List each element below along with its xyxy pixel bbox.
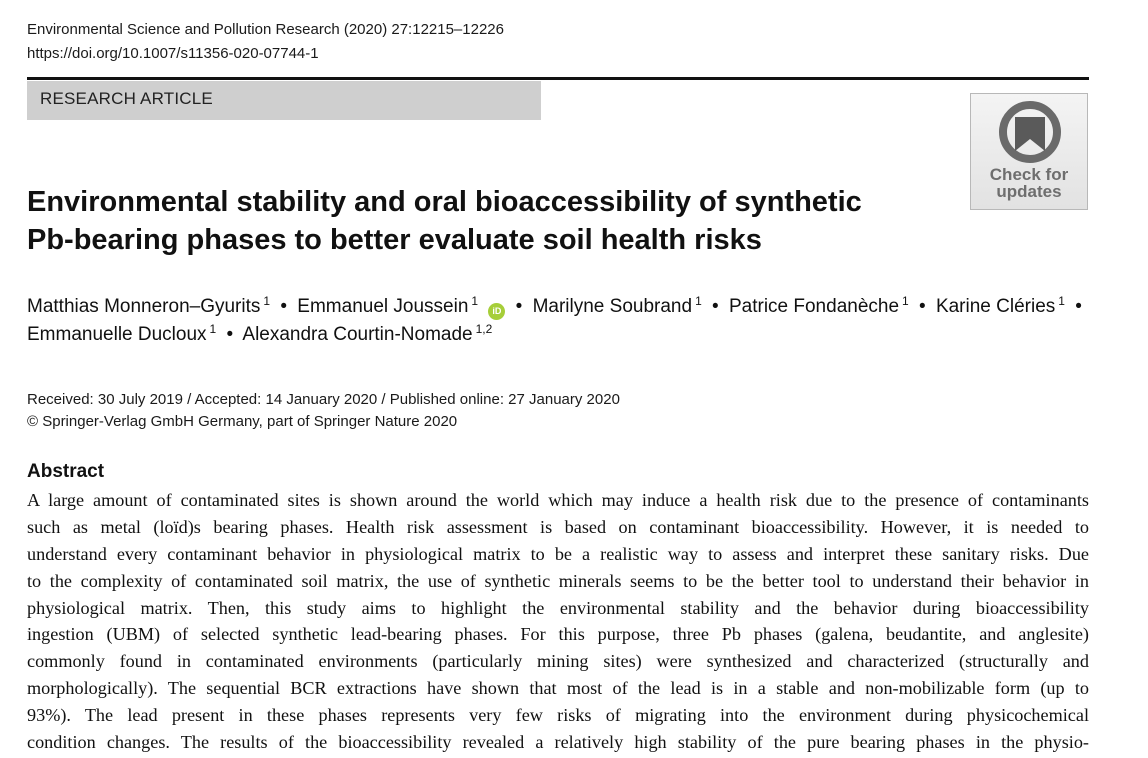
author-separator: •	[1075, 296, 1082, 317]
abstract-line: A large amount of contaminated sites is shown around the world which may induce a health risk due to the presence of contaminants	[27, 490, 1089, 510]
author-fondaneche[interactable]: Patrice Fondanèche $^1$	[728, 294, 909, 317]
title-line-1: Environmental stability and oral bioaccessibility of synthetic	[27, 186, 862, 218]
abstract-line: commonly found in contaminated environments (particularly mining sites) were synthesized and characterized (structurally and	[27, 651, 1089, 672]
author-list	[27, 293, 1097, 349]
author-separator: •	[280, 296, 288, 317]
author-joussein[interactable]: Emmanuel Joussein $^1$	[297, 294, 479, 317]
copyright-line: © Springer-Verlag GmbH Germany, part of Springer Nature 2020	[27, 413, 458, 430]
author-courtin-nomade[interactable]: Alexandra Courtin-Nomade $^{1,2}$	[242, 322, 493, 345]
abstract-line: to the complexity of contaminated soil matrix, the use of synthetic minerals seems to be the better tool to understand their behavior in	[27, 570, 1089, 591]
author-separator: •	[515, 296, 523, 317]
check-for-updates-badge[interactable]	[970, 93, 1088, 210]
abstract-line: physiological matrix. Then, this study aims to highlight the environmental stability and the behavior during bioaccessibility	[27, 597, 1089, 618]
author-ducloux[interactable]: Emmanuelle Ducloux $^1$	[27, 322, 217, 345]
title-line-2: Pb-bearing phases to better evaluate soil health risks	[27, 224, 762, 256]
orcid-icon[interactable]: iD	[488, 303, 505, 320]
article-title	[27, 183, 927, 259]
doi-link[interactable]: https://doi.org/10.1007/s11356-020-07744-1	[27, 45, 319, 62]
abstract-line: ingestion (UBM) of selected synthetic lead-bearing phases. For this purpose, three Pb phases (galena, beudantite, and anglesite)	[27, 624, 1089, 645]
abstract-line: such as metal (loïd)s bearing phases. Health risk assessment is based on contaminant bioaccessibility. However, it is needed to	[27, 516, 1089, 537]
check-for-updates-icon	[997, 99, 1063, 165]
author-line-2	[27, 321, 1097, 349]
abstract-line: 93%). The lead present in these phases represents very few risks of migrating into the environment during physicochemical	[27, 705, 1089, 726]
dates-line: Received: 30 July 2019 / Accepted: 14 January 2020 / Published online: 27 January 2020	[27, 391, 620, 408]
abstract-line: condition changes. The results of the bioaccessibility revealed a relatively high stability of the pure bearing phases in the physio-	[27, 732, 1089, 753]
author-line-1	[27, 293, 1097, 321]
check-for-updates-label	[971, 166, 1087, 200]
author-separator: •	[712, 296, 719, 317]
author-soubrand[interactable]: Marilyne Soubrand $^1$	[532, 294, 702, 317]
author-separator: •	[226, 324, 234, 345]
badge-line-1: Check for	[989, 165, 1069, 184]
author-monneron-gyurits[interactable]: Matthias Monneron–Gyurits $^1$	[27, 294, 271, 317]
author-separator: •	[919, 296, 926, 317]
article-type-banner: RESEARCH ARTICLE	[27, 81, 541, 120]
abstract-line: morphologically). The sequential BCR extractions have shown that most of the lead is in a stable and non-mobilizable form (up to	[27, 678, 1089, 699]
abstract-body	[27, 487, 1089, 756]
publication-dates	[27, 389, 620, 433]
header-rule	[27, 77, 1089, 80]
abstract-line: understand every contaminant behavior in physiological matrix to be a realistic way to assess and interpret these sanitary risks. Due	[27, 543, 1089, 564]
author-cleries[interactable]: Karine Cléries $^1$	[935, 294, 1065, 317]
abstract-heading: Abstract	[27, 461, 105, 482]
journal-citation: Environmental Science and Pollution Research (2020) 27:12215–12226	[27, 21, 504, 38]
badge-line-2: updates	[996, 182, 1062, 201]
